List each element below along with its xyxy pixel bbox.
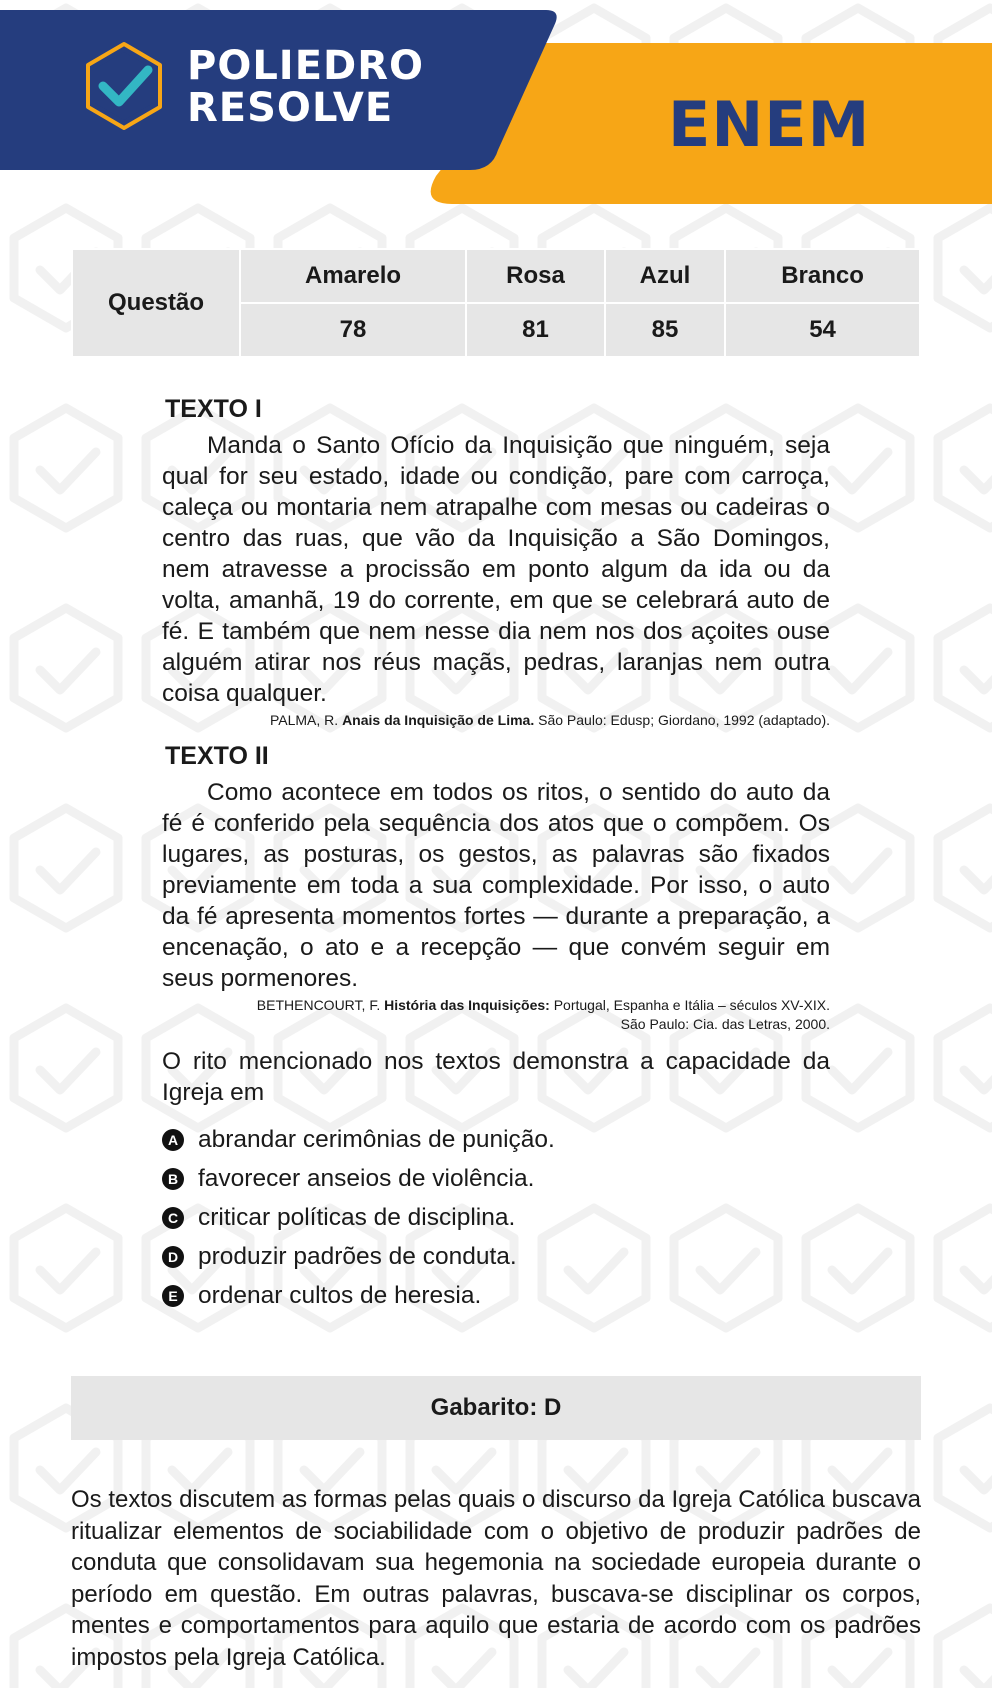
- texto2-cite-rest: Portugal, Espanha e Itália – séculos XV-XIX.: [553, 997, 830, 1013]
- answer-options: [162, 1120, 830, 1315]
- brand-logo-text: [187, 45, 424, 129]
- texto1-body: Manda o Santo Ofício da Inquisição que ninguém, seja qual for seu estado, idade ou condição, pare com carroça, caleça ou montaria nem atrapalhe com mesas ou cadeiras o centro das ruas, que vão da Inquisição a São Domingos, nem atravesse a procissão em ponto algum da ida ou da volta, amanhã, 19 do corrente, em que se celebrará auto de fé. E também que nem nesse dia nem nos dos açoites ouse alguém atirar nos réus maçãs, pedras, laranjas nem outra coisa qualquer.: [162, 432, 830, 707]
- answer-key: Gabarito: D: [430, 1394, 562, 1421]
- question-number-rosa: 81: [467, 304, 604, 356]
- brand-line-1: POLIEDRO: [187, 43, 425, 89]
- texto1-cite-author: PALMA, R.: [269, 712, 339, 728]
- brand-line-2: RESOLVE: [187, 85, 394, 131]
- texto1-citation: [162, 711, 830, 730]
- option-text: ordenar cultos de heresia.: [198, 1281, 482, 1309]
- texto1-heading: TEXTO I: [165, 395, 262, 423]
- color-header-branco: Branco: [726, 250, 919, 302]
- texto2-heading: TEXTO II: [165, 742, 269, 770]
- option-letter-badge: A: [162, 1129, 184, 1151]
- explanation-text: Os textos discutem as formas pelas quais o discurso da Igreja Católica buscava ritualizar elementos de sociabilidade com o objetivo de produzir padrões de conduta que consolidavam sua hegemonia na sociedade europeia durante o período em questão. Em outras palavras, buscava-se disciplinar os corpos, mentes e comportamentos para aquilo que estaria de acordo com os padrões impostos pela Igreja Católica.: [71, 1486, 921, 1671]
- option-a[interactable]: [162, 1120, 830, 1159]
- exam-name: ENEM: [668, 88, 871, 161]
- option-text: favorecer anseios de violência.: [198, 1164, 535, 1192]
- texto2-body: Como acontece em todos os ritos, o sentido do auto da fé é conferido pela sequência dos atos que o compõem. Os lugares, as posturas, os gestos, as palavras são fixados previamente em toda a sua complexidade. Por isso, o auto da fé apresenta momentos fortes — durante a preparação, a encenação, o ato e a recepção — que convém seguir em seus pormenores.: [162, 779, 830, 992]
- question-label: Questão: [73, 250, 239, 356]
- texto2-cite-title: História das Inquisições:: [384, 997, 550, 1013]
- option-d[interactable]: [162, 1237, 830, 1276]
- question-stem: O rito mencionado nos textos demonstra a capacidade da Igreja em: [162, 1048, 830, 1106]
- texto1-cite-title: Anais da Inquisição de Lima.: [342, 712, 535, 728]
- texto1-cite-rest: São Paulo: Edusp; Giordano, 1992 (adaptado).: [538, 712, 830, 728]
- texto2-cite-line2: São Paulo: Cia. das Letras, 2000.: [620, 1016, 830, 1032]
- option-text: produzir padrões de conduta.: [198, 1242, 517, 1270]
- question-block: [162, 395, 830, 1315]
- option-letter-badge: B: [162, 1168, 184, 1190]
- option-letter-badge: D: [162, 1246, 184, 1268]
- texto2-cite-author: BETHENCOURT, F.: [256, 997, 381, 1013]
- option-letter-badge: E: [162, 1285, 184, 1307]
- texto2-citation: [162, 996, 830, 1034]
- color-header-rosa: Rosa: [467, 250, 604, 302]
- option-e[interactable]: [162, 1276, 830, 1315]
- color-header-azul: Azul: [606, 250, 724, 302]
- option-letter-badge: C: [162, 1207, 184, 1229]
- option-b[interactable]: [162, 1159, 830, 1198]
- question-number-amarelo: 78: [241, 304, 465, 356]
- check-hexagon-icon: [88, 44, 160, 128]
- answer-key-box: [71, 1376, 921, 1440]
- question-number-azul: 85: [606, 304, 724, 356]
- question-number-branco: 54: [726, 304, 919, 356]
- option-text: abrandar cerimônias de punição.: [198, 1125, 555, 1153]
- question-number-table: [71, 248, 921, 358]
- option-c[interactable]: [162, 1198, 830, 1237]
- option-text: criticar políticas de disciplina.: [198, 1203, 516, 1231]
- color-header-amarelo: Amarelo: [241, 250, 465, 302]
